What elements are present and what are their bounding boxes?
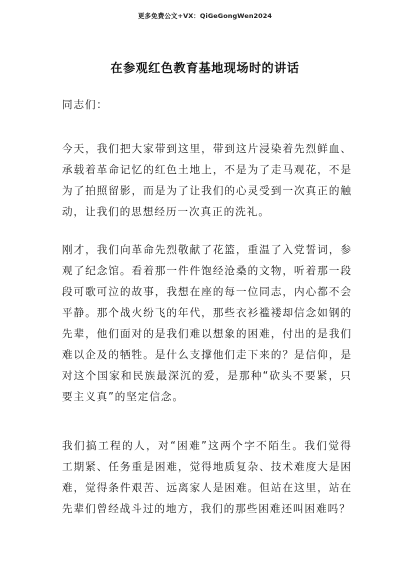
header-note: 更多免费公文+VX：QiGeGongWen2024 xyxy=(137,12,273,20)
document-title: 在参观红色教育基地现场时的讲话 xyxy=(110,61,300,75)
paragraph-2: 刚才，我们向革命先烈敬献了花篮，重温了入党誓词，参观了纪念馆。看着那一件件饱经沧桑的文物，听着那一段段可歌可泣的故事，我想在座的每一位同志，内心都不会平静。那个战火纷飞的年代，那些衣衫褴褛却信念如钢的先辈，他们面对的是我们难以想象的困难，付出的是我们难以企及的牺牲。是什么支撑他们走下来的？是信仰，是对这个国家和民族最深沉的爱，是那种“砍头不要紧，只要主义真”的坚定信念。 xyxy=(62,244,352,403)
paragraph-3: 我们搞工程的人，对“困难”这两个字不陌生。我们觉得工期紧、任务重是困难，觉得地质复杂、技术难度大是困难，觉得条件艰苦、远离家人是困难。但站在这里，站在先辈们曾经战斗过的地方，我们的那些困难还叫困难吗？ xyxy=(62,440,352,515)
salutation: 同志们： xyxy=(62,99,108,111)
paragraph-1: 今天，我们把大家带到这里，带到这片浸染着先烈鲜血、承载着革命记忆的红色土地上，不是为了走马观花，不是为了拍照留影，而是为了让我们的心灵受到一次真正的触动，让我们的思想经历一次真正的洗礼。 xyxy=(62,143,352,218)
